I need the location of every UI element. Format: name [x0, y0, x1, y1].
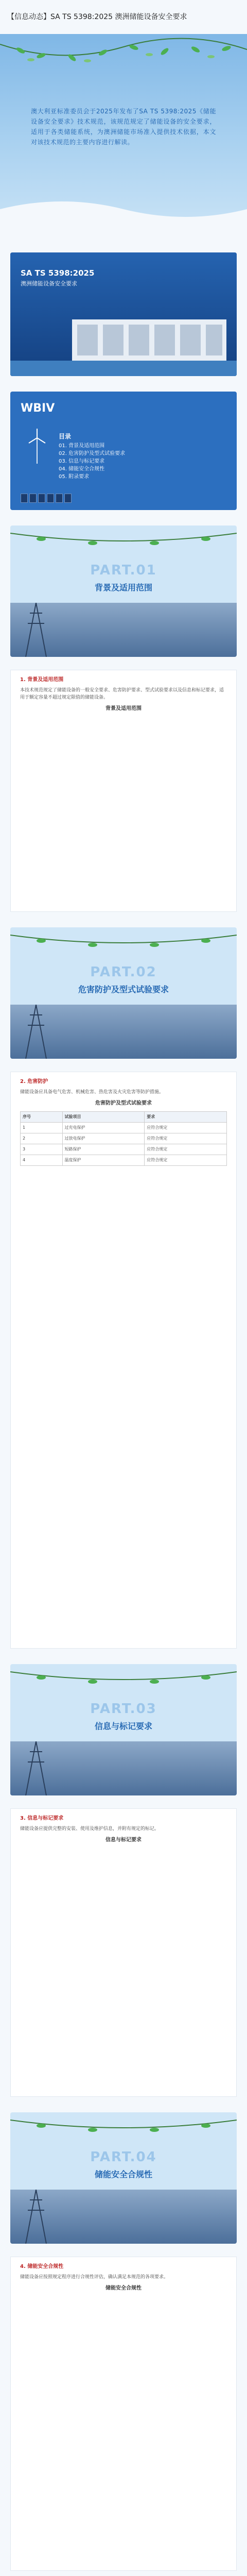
intro-paragraph: 澳大利亚标准委员会于2025年发布了SA TS 5398:2025《储能设备安全要求》技术规范，该规范规定了储能设备的安全要求，适用于各类储能系统，为澳洲储能市场准入提供技术依据，本文对该技术规范的主要内容进行解读。 [31, 108, 216, 146]
table-cell: 3 [21, 1144, 63, 1155]
table-of-contents [10, 392, 237, 510]
table-header: 要求 [145, 1112, 227, 1123]
table-cell: 应符合规定 [145, 1133, 227, 1144]
leaf-decoration [10, 927, 237, 958]
doc-subtitle: 储能安全合规性 [105, 2285, 142, 2291]
toc-item: 03. 信息与标记要求 [59, 459, 105, 464]
document-page-4 [10, 2257, 237, 2571]
table-row [21, 1144, 227, 1155]
document-page-1 [10, 670, 237, 912]
toc-item: 02. 危害防护及型式试验要求 [59, 451, 126, 456]
toc-item: 05. 附录要求 [59, 474, 90, 480]
table-row [21, 1155, 227, 1166]
table-header: 试验项目 [62, 1112, 145, 1123]
table-cell: 短路保护 [62, 1144, 145, 1155]
table-cell: 应符合规定 [145, 1123, 227, 1133]
cover-title: SA TS 5398:2025 [21, 268, 95, 278]
wave-decoration [0, 194, 247, 230]
section-banner-1 [10, 526, 237, 657]
table-row [21, 1123, 227, 1133]
section-title: 信息与标记要求 [94, 1721, 152, 1731]
table-cell: 温度保护 [62, 1155, 145, 1166]
doc-text: 储能设备应按照规定程序进行合规性评估，确认满足本规范的各项要求。 [20, 2275, 169, 2280]
solar-field-image [10, 603, 237, 657]
section-title: 危害防护及型式试验要求 [78, 985, 169, 994]
section-title: 储能安全合规性 [94, 2170, 152, 2179]
table-cell: 过放电保护 [62, 1133, 145, 1144]
document-page-2 [10, 1072, 237, 1649]
doc-heading: 4. 储能安全合规性 [20, 2264, 64, 2269]
section-number: PART.03 [90, 1701, 157, 1717]
solar-panel-row [21, 494, 72, 503]
leaf-decoration [10, 1664, 237, 1695]
header [0, 0, 247, 34]
top-banner [0, 34, 247, 230]
leaf-vine-decoration [0, 34, 247, 91]
document-page-3 [10, 1808, 237, 2097]
table-cell: 应符合规定 [145, 1155, 227, 1166]
cover-card [10, 252, 237, 376]
doc-heading: 1. 背景及适用范围 [20, 677, 64, 683]
doc-subtitle: 信息与标记要求 [105, 1837, 142, 1843]
table-cell: 4 [21, 1155, 63, 1166]
table-cell: 2 [21, 1133, 63, 1144]
brand-logo: WBIV [21, 402, 55, 415]
section-banner-3 [10, 1664, 237, 1795]
doc-text: 储能设备应具备电气危害、机械危害、热危害及火灾危害等防护措施。 [20, 1090, 164, 1095]
power-tower-icon [21, 603, 51, 657]
leaf-decoration [10, 526, 237, 556]
section-number: PART.04 [90, 2149, 157, 2165]
power-tower-icon [21, 1005, 51, 1059]
test-requirements-table [20, 1111, 227, 1166]
cover-subtitle: 澳洲储能设备安全要求 [21, 280, 77, 287]
toc-title: 目录 [59, 433, 72, 440]
toc-item: 04. 储能安全合规性 [59, 466, 105, 472]
table-cell: 应符合规定 [145, 1144, 227, 1155]
section-number: PART.01 [90, 563, 157, 578]
leaf-decoration [10, 2112, 237, 2143]
doc-subtitle: 危害防护及型式试验要求 [95, 1100, 152, 1106]
wind-turbine-icon [21, 428, 54, 464]
doc-subtitle: 背景及适用范围 [105, 706, 142, 711]
table-cell: 1 [21, 1123, 63, 1133]
doc-text: 本技术规范规定了储能设备的一般安全要求、危害防护要求、型式试验要求以及信息和标记要求，适用于额定容量不超过规定限值的储能设备。 [20, 688, 224, 700]
solar-field-image [10, 2190, 237, 2244]
page-title: 【信息动态】SA TS 5398:2025 澳洲储能设备安全要求 [7, 13, 187, 21]
power-tower-icon [21, 1741, 51, 1795]
table-cell: 过充电保护 [62, 1123, 145, 1133]
doc-heading: 3. 信息与标记要求 [20, 1816, 64, 1821]
doc-heading: 2. 危害防护 [20, 1079, 48, 1084]
solar-field-image [10, 1741, 237, 1795]
storage-container-illustration [10, 309, 237, 376]
doc-text: 储能设备应提供完整的安装、使用及维护信息，并附有规定的标记。 [20, 1826, 160, 1832]
section-banner-4 [10, 2112, 237, 2244]
toc-item: 01. 背景及适用范围 [59, 443, 105, 449]
table-header: 序号 [21, 1112, 63, 1123]
table-row [21, 1133, 227, 1144]
solar-field-image [10, 1005, 237, 1059]
toc-list [59, 442, 125, 481]
section-title: 背景及适用范围 [94, 583, 152, 592]
power-tower-icon [21, 2190, 51, 2244]
section-banner-2 [10, 927, 237, 1059]
section-number: PART.02 [90, 964, 157, 980]
